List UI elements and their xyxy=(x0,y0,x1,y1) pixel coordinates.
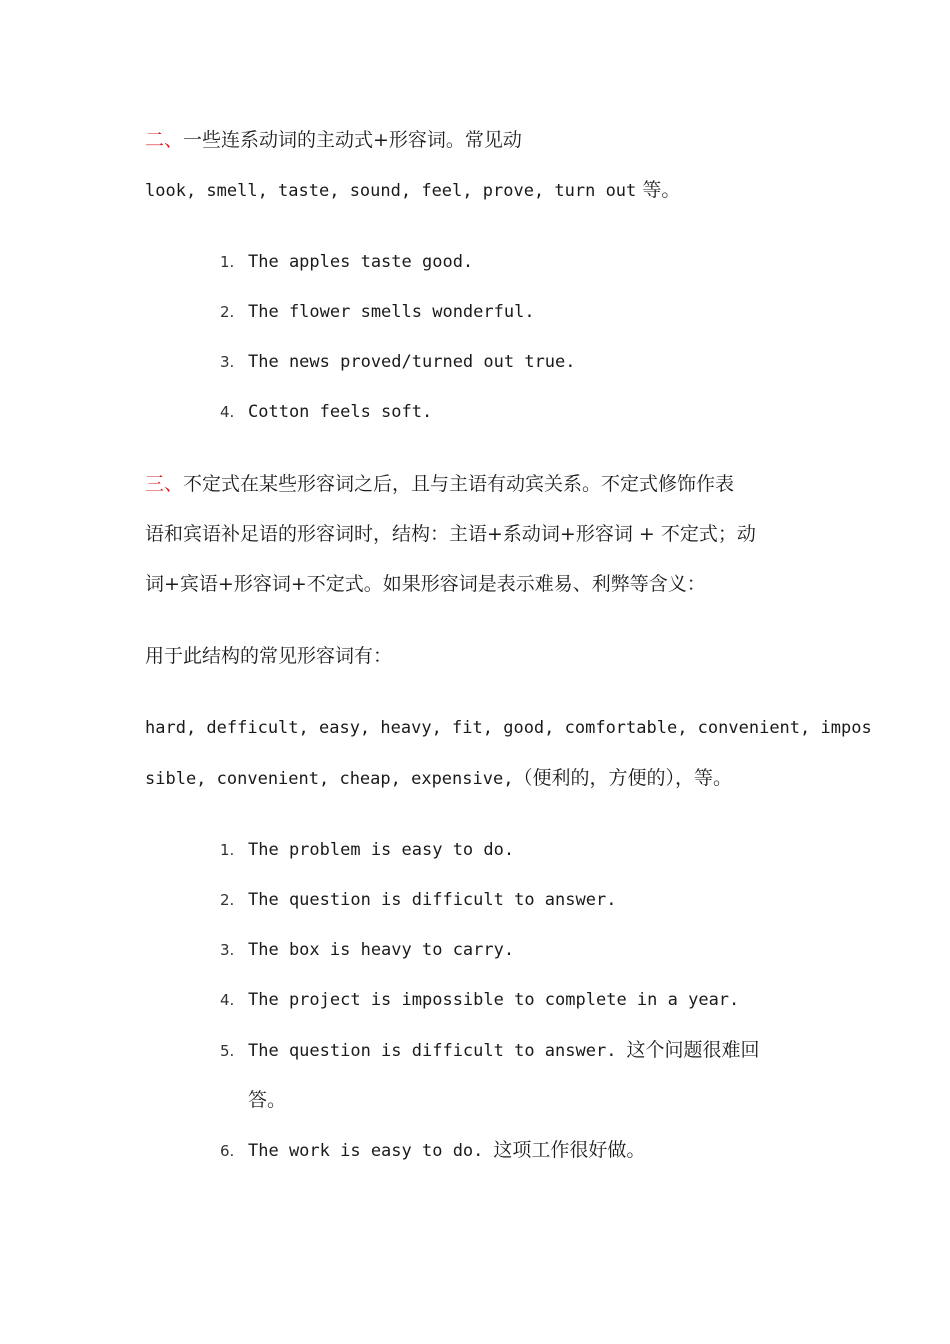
list-text-cn: 这个问题很难回 xyxy=(626,1039,760,1061)
section3-adjectives-cn: （便利的，方便的），等。 xyxy=(513,767,732,789)
list-text-cn: 这项工作很好做。 xyxy=(493,1139,646,1161)
section3-marker: 三、 xyxy=(145,473,184,495)
section3-adjectives-line2 xyxy=(145,766,732,791)
section3-para-line2: 语和宾语补足语的形容词时，结构：主语+系动词+形容词 + 不定式；动 xyxy=(145,523,756,545)
section3-adjectives-text2: sible, convenient, cheap, expensive, xyxy=(145,769,514,789)
section2-verbs-line xyxy=(145,178,680,203)
list-text: The work is easy to do. xyxy=(248,1141,484,1161)
list-text: The flower smells wonderful. xyxy=(248,302,535,322)
list-text: The project is impossible to complete in a year. xyxy=(248,990,740,1010)
section2-verbs-suffix: 等。 xyxy=(642,179,681,201)
list-number: 2. xyxy=(220,891,235,909)
list-text: The problem is easy to do. xyxy=(248,840,515,860)
section3-adjectives-line1: hard, defficult, easy, heavy, fit, good, comfortable, convenient, impos xyxy=(145,718,872,738)
list-text: The apples taste good. xyxy=(248,252,474,272)
section2-marker: 二、 xyxy=(145,129,184,151)
section3-para-text1: 不定式在某些形容词之后，且与主语有动宾关系。不定式修饰作表 xyxy=(183,473,735,495)
list-item-continuation: 答。 xyxy=(248,1089,287,1111)
list-number: 6. xyxy=(220,1142,235,1160)
list-item xyxy=(220,400,432,424)
list-item xyxy=(220,250,473,274)
list-number: 1. xyxy=(220,841,235,859)
list-item xyxy=(220,888,616,912)
list-number: 3. xyxy=(220,941,235,959)
list-number: 3. xyxy=(220,353,235,371)
list-text: The news proved/turned out true. xyxy=(248,352,576,372)
list-item xyxy=(220,1138,645,1163)
list-text: Cotton feels soft. xyxy=(248,402,433,422)
list-item xyxy=(220,988,739,1012)
section2-verbs: look, smell, taste, sound, feel, prove, turn out xyxy=(145,181,637,201)
list-item xyxy=(220,350,576,374)
section2-heading xyxy=(145,128,522,152)
list-number: 1. xyxy=(220,253,235,271)
list-text: The box is heavy to carry. xyxy=(248,940,515,960)
list-number: 4. xyxy=(220,991,235,1009)
section3-common-intro: 用于此结构的常见形容词有： xyxy=(145,645,393,667)
section2-heading-text: 一些连系动词的主动式+形容词。常见动 xyxy=(183,129,522,151)
section3-para-line3: 词+宾语+形容词+不定式。如果形容词是表示难易、利弊等含义： xyxy=(145,573,706,595)
list-text: The question is difficult to answer. xyxy=(248,890,617,910)
list-item xyxy=(220,300,535,324)
list-text: The question is difficult to answer. xyxy=(248,1041,617,1061)
list-item xyxy=(220,1038,759,1063)
list-number: 2. xyxy=(220,303,235,321)
list-number: 5. xyxy=(220,1042,235,1060)
list-item xyxy=(220,838,514,862)
list-number: 4. xyxy=(220,403,235,421)
list-item xyxy=(220,938,514,962)
section3-para-line1 xyxy=(145,472,734,496)
